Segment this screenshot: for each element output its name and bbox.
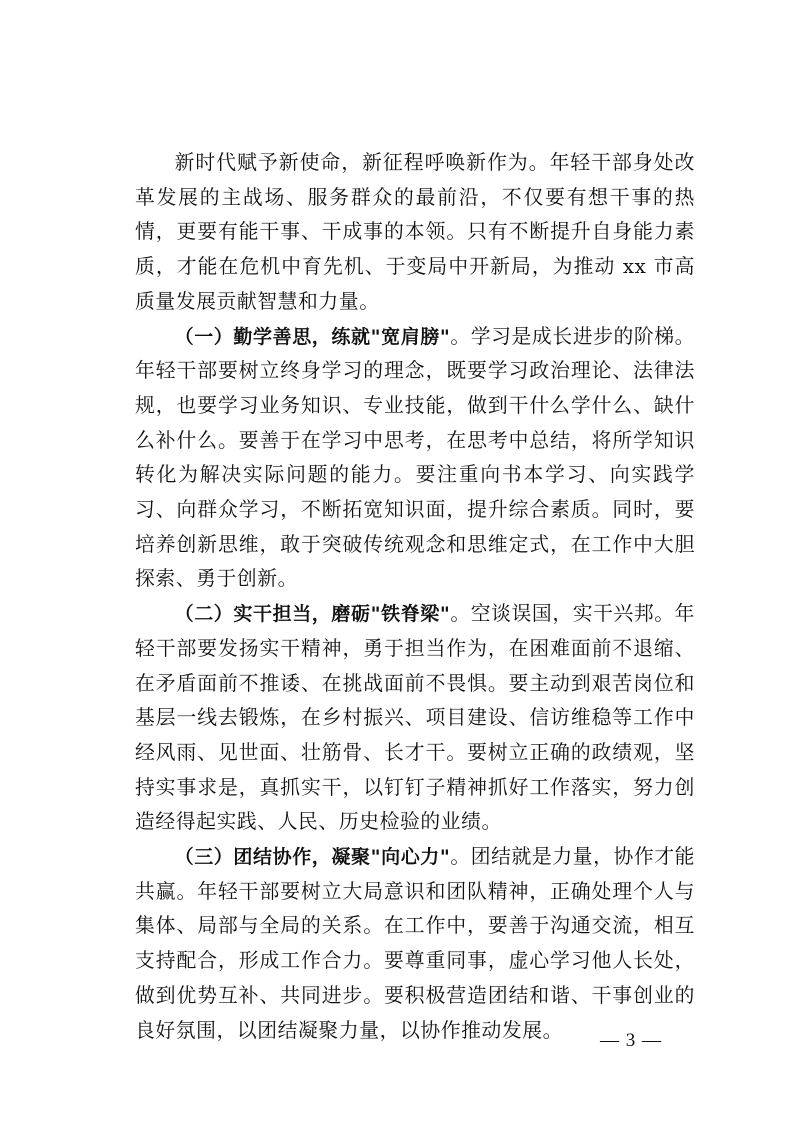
page-number: — 3 — xyxy=(600,1030,662,1051)
section-2-paragraph xyxy=(135,597,695,840)
section-1-body: 。学习是成长进步的阶梯。年轻干部要树立终身学习的理念，既要学习政治理论、法律法规，也要学习业务知识、专业技能，做到干什么学什么、缺什么补什么。要善于在学习中思考，在思考中总结，将所学知识转化为解决实际问题的能力。要注重向书本学习、向实践学习、向群众学习，不断拓宽知识面，提升综合素质。同时，要培养创新思维，敢于突破传统观念和思维定式，在工作中大胆探索、勇于创新。 xyxy=(135,324,695,591)
section-1-paragraph xyxy=(135,320,695,598)
document-body xyxy=(135,146,695,1048)
intro-paragraph: 新时代赋予新使命，新征程呼唤新作为。年轻干部身处改革发展的主战场、服务群众的最前沿，不仅要有想干事的热情，更要有能干事、干成事的本领。只有不断提升自身能力素质，才能在危机中育先机、于变局中开新局，为推动 xx 市高质量发展贡献智慧和力量。 xyxy=(135,151,695,313)
section-2-body: 。空谈误国，实干兴邦。年轻干部要发扬实干精神，勇于担当作为，在困难面前不退缩、在矛盾面前不推诿、在挑战面前不畏惧。要主动到艰苦岗位和基层一线去锻炼，在乡村振兴、项目建设、信访维稳等工作中经风雨、见世面、壮筋骨、长才干。要树立正确的政绩观，坚持实事求是，真抓实干，以钉钉子精神抓好工作落实，努力创造经得起实践、人民、历史检验的业绩。 xyxy=(135,602,695,834)
section-3-paragraph xyxy=(135,840,695,1048)
section-3-heading: （三）团结协作，凝聚"向心力" xyxy=(174,846,451,869)
section-2-heading: （二）实干担当，磨砺"铁脊梁" xyxy=(174,603,451,626)
section-1-heading: （一）勤学善思，练就"宽肩膀" xyxy=(174,325,451,348)
section-3-body: 。团结就是力量，协作才能共赢。年轻干部要树立大局意识和团队精神，正确处理个人与集体、局部与全局的关系。在工作中，要善于沟通交流，相互支持配合，形成工作合力。要尊重同事，虚心学习他人长处，做到优势互补、共同进步。要积极营造团结和谐、干事创业的良好氛围，以团结凝聚力量，以协作推动发展。 xyxy=(135,845,695,1042)
